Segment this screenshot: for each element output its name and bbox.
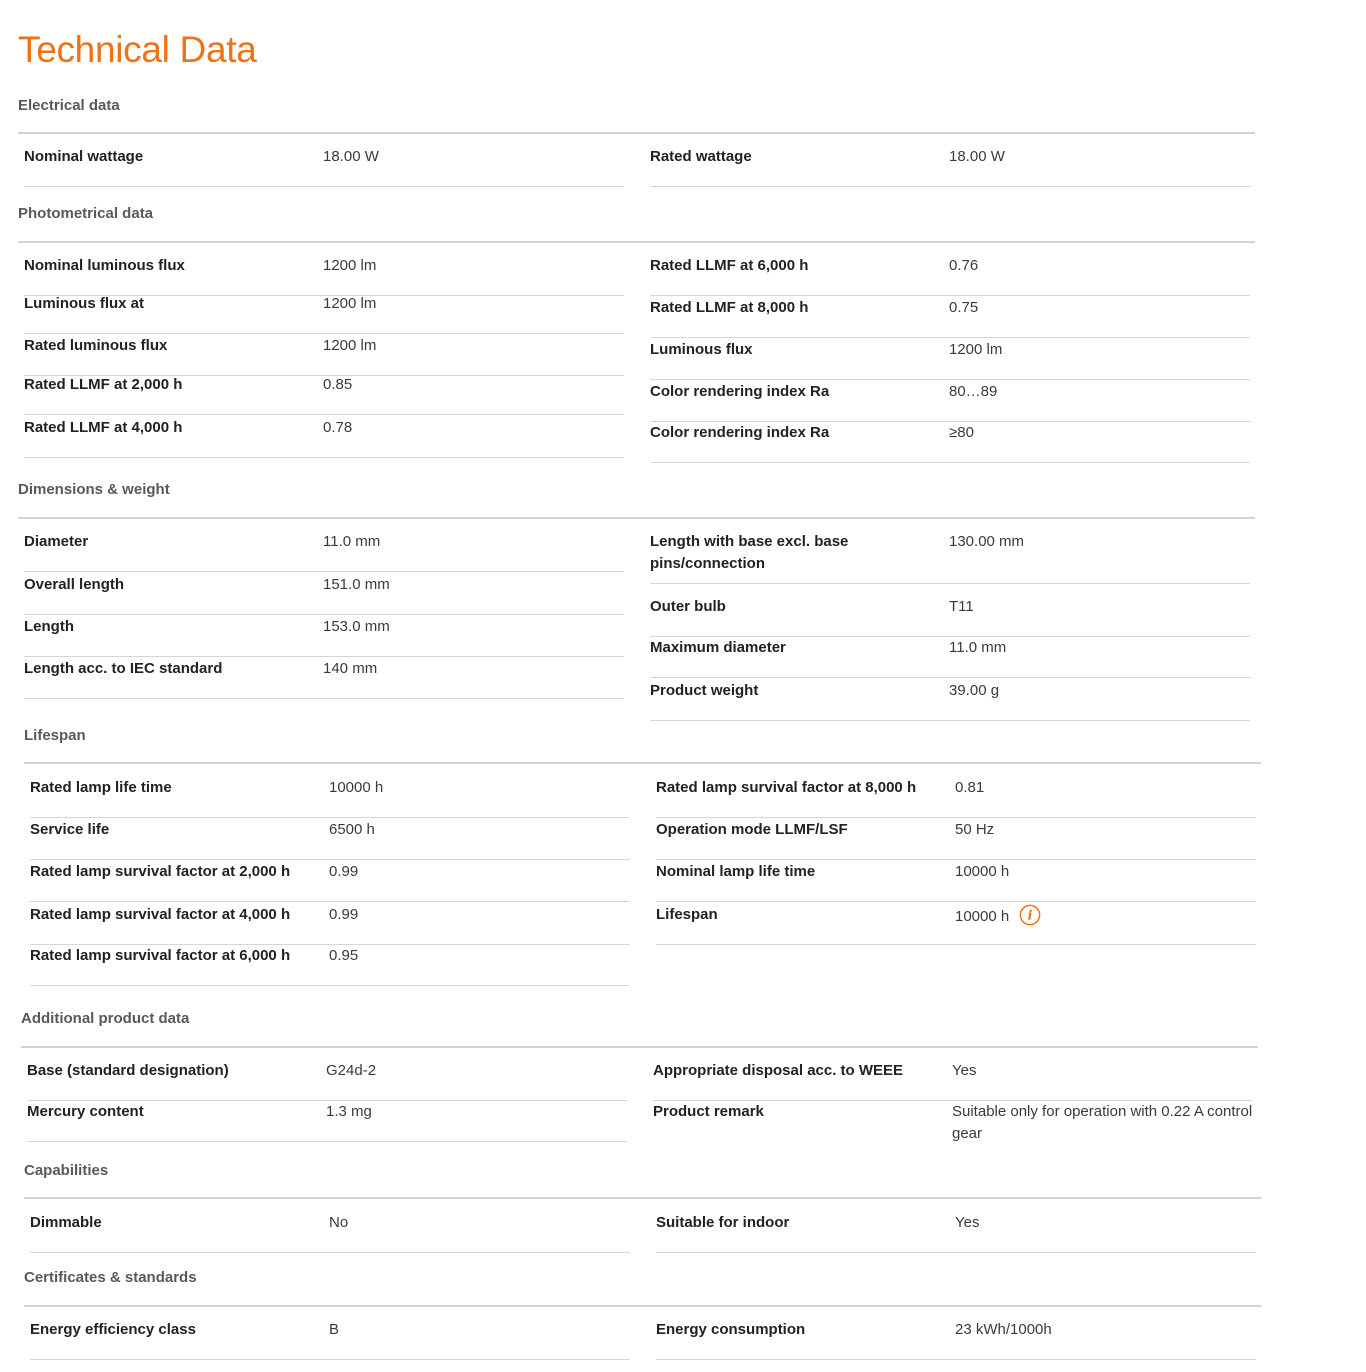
spec-label: Maximum diameter: [650, 639, 786, 656]
spec-value: [955, 819, 1256, 841]
spec-value-text: 39.00 g: [949, 682, 1000, 699]
spec-row: [24, 374, 624, 415]
spec-row: [653, 1060, 1253, 1101]
spec-value: [323, 255, 624, 277]
spec-row: [650, 255, 1250, 296]
spec-value: [952, 1060, 1253, 1082]
spec-label: Energy efficiency class: [30, 1321, 196, 1338]
spec-value-text: 0.95: [329, 947, 359, 964]
spec-label: Rated lamp survival factor at 6,000 h: [30, 947, 291, 964]
spec-value-text: B: [329, 1321, 340, 1338]
spec-label: Outer bulb: [650, 598, 726, 615]
spec-value-text: 23 kWh/1000h: [955, 1321, 1052, 1338]
svg-text:i: i: [1027, 908, 1033, 924]
spec-row: [24, 335, 624, 376]
spec-row: [27, 1101, 627, 1142]
spec-row: [24, 574, 624, 615]
spec-row: [24, 616, 624, 657]
spec-label: Rated LLMF at 8,000 h: [650, 299, 809, 316]
spec-label: Color rendering index Ra: [650, 383, 830, 400]
spec-label: Rated lamp life time: [30, 779, 172, 796]
spec-label: Rated wattage: [650, 148, 752, 165]
spec-row: [650, 422, 1250, 463]
spec-row: [30, 904, 630, 945]
spec-value: [329, 777, 630, 799]
spec-value-text: Yes: [952, 1062, 977, 1079]
spec-value-text: 151.0 mm: [323, 576, 390, 593]
spec-value-text: No: [329, 1214, 349, 1231]
spec-value-text: 0.99: [329, 906, 359, 923]
spec-value: [329, 1319, 630, 1341]
section-title: Dimensions & weight: [18, 481, 170, 498]
spec-value: [955, 1319, 1256, 1341]
section-title: Lifespan: [24, 727, 86, 744]
spec-value: [949, 297, 1250, 319]
spec-row: [656, 904, 1256, 945]
spec-value: [323, 374, 624, 396]
spec-value: [323, 574, 624, 596]
spec-label: Luminous flux at: [24, 295, 144, 312]
spec-row: [656, 819, 1256, 860]
section-title: Electrical data: [18, 97, 120, 114]
spec-row: [656, 861, 1256, 902]
spec-label: Operation mode LLMF/LSF: [656, 821, 848, 838]
spec-row: [650, 531, 1250, 584]
section-divider: [24, 762, 1261, 764]
spec-value: [952, 1101, 1253, 1145]
spec-row: [24, 293, 624, 334]
spec-value-text: 50 Hz: [955, 821, 995, 838]
spec-label: Energy consumption: [656, 1321, 806, 1338]
spec-row: [24, 146, 624, 187]
spec-value: [949, 339, 1250, 361]
spec-value: [955, 861, 1256, 883]
spec-value-text: 11.0 mm: [949, 639, 1007, 656]
spec-value: [329, 1212, 630, 1234]
page-title: Technical Data: [18, 29, 257, 70]
spec-value-text: Yes: [955, 1214, 980, 1231]
section-divider: [24, 1197, 1261, 1199]
spec-value-text: 0.81: [955, 779, 985, 796]
section-divider: [18, 517, 1255, 519]
section-title: Photometrical data: [18, 205, 154, 222]
spec-value-text: 10000 h: [329, 779, 384, 796]
spec-row: [30, 819, 630, 860]
spec-value: [323, 146, 624, 168]
spec-value-text: 1.3 mg: [326, 1103, 372, 1120]
spec-value-text: 130.00 mm: [949, 533, 1025, 550]
spec-value: [323, 616, 624, 638]
spec-value-text: 10000 h: [955, 863, 1010, 880]
spec-row: [27, 1060, 627, 1101]
spec-label: Diameter: [24, 533, 89, 550]
spec-label: Rated LLMF at 2,000 h: [24, 376, 183, 393]
info-icon[interactable]: [1019, 904, 1039, 924]
spec-value-text: 80…89: [949, 383, 998, 400]
spec-value: [329, 904, 630, 926]
spec-value: [326, 1101, 627, 1123]
section-divider: [18, 241, 1255, 243]
spec-label: Suitable for indoor: [656, 1214, 790, 1231]
spec-row: [656, 1212, 1256, 1253]
spec-label: Product remark: [653, 1103, 764, 1120]
spec-value-text: T11: [949, 598, 974, 615]
spec-label: Overall length: [24, 576, 125, 593]
spec-label: Rated LLMF at 6,000 h: [650, 257, 809, 274]
spec-value: [949, 637, 1250, 659]
spec-label: Product weight: [650, 682, 759, 699]
spec-label: Luminous flux: [650, 341, 753, 358]
spec-value-text: 1200 lm: [323, 295, 377, 312]
spec-value: [329, 945, 630, 967]
spec-value-text: ≥80: [949, 424, 974, 441]
spec-label: Service life: [30, 821, 110, 838]
spec-row: [650, 637, 1250, 678]
spec-value: [323, 658, 624, 680]
spec-label: Lifespan: [656, 906, 718, 923]
spec-value-text: 18.00 W: [323, 148, 379, 165]
spec-value: [949, 381, 1250, 403]
spec-value-text: 1200 lm: [323, 257, 377, 274]
spec-row: [24, 255, 624, 296]
spec-row: [656, 777, 1256, 818]
section-divider: [18, 132, 1255, 134]
spec-label: Color rendering index Ra: [650, 424, 830, 441]
spec-value: [955, 1212, 1256, 1234]
spec-row: [656, 1319, 1256, 1360]
spec-value-text: 10000 h: [955, 908, 1010, 925]
section-divider: [24, 1305, 1261, 1307]
spec-value-text: 1200 lm: [323, 337, 377, 354]
spec-value: [949, 596, 1250, 618]
spec-row: [30, 945, 630, 986]
spec-value-text: 0.75: [949, 299, 979, 316]
section-title: Capabilities: [24, 1162, 109, 1179]
spec-label: Base (standard designation): [27, 1062, 229, 1079]
spec-row: [650, 339, 1250, 380]
spec-value-text: Suitable only for operation with 0.22 A control gear: [952, 1103, 1253, 1142]
spec-label: Rated lamp survival factor at 2,000 h: [30, 863, 291, 880]
spec-row: [653, 1101, 1253, 1142]
spec-value-text: G24d-2: [326, 1062, 377, 1079]
spec-value: [323, 293, 624, 315]
spec-value: [329, 861, 630, 883]
spec-label: Rated lamp survival factor at 4,000 h: [30, 906, 291, 923]
spec-value-text: 0.76: [949, 257, 979, 274]
section-title: Certificates & standards: [24, 1269, 197, 1286]
spec-row: [650, 680, 1250, 721]
spec-label: Appropriate disposal acc. to WEEE: [653, 1062, 904, 1079]
spec-value-text: 18.00 W: [949, 148, 1005, 165]
section-divider: [21, 1046, 1258, 1048]
spec-row: [650, 596, 1250, 637]
spec-value-text: 0.78: [323, 419, 353, 436]
spec-row: [24, 531, 624, 572]
spec-value: [323, 417, 624, 439]
section-title: Additional product data: [21, 1010, 190, 1027]
spec-value-text: 153.0 mm: [323, 618, 390, 635]
spec-value-text: 6500 h: [329, 821, 375, 838]
spec-label: Length with base excl. base pins/connection: [650, 533, 849, 572]
spec-row: [24, 658, 624, 699]
spec-value: [949, 255, 1250, 277]
spec-value: [949, 146, 1250, 168]
spec-label: Rated lamp survival factor at 8,000 h: [656, 779, 917, 796]
spec-label: Mercury content: [27, 1103, 144, 1120]
spec-value: [323, 335, 624, 357]
spec-row: [650, 297, 1250, 338]
spec-value: [949, 422, 1250, 444]
spec-value-text: 11.0 mm: [323, 533, 381, 550]
spec-row: [30, 861, 630, 902]
spec-label: Dimmable: [30, 1214, 102, 1231]
spec-label: Rated luminous flux: [24, 337, 168, 354]
spec-row: [30, 1212, 630, 1253]
spec-row: [30, 1319, 630, 1360]
spec-row: [650, 381, 1250, 422]
spec-value-text: 0.85: [323, 376, 353, 393]
spec-value-text: 0.99: [329, 863, 359, 880]
spec-label: Length acc. to IEC standard: [24, 660, 223, 677]
spec-label: Rated LLMF at 4,000 h: [24, 419, 183, 436]
spec-label: Nominal wattage: [24, 148, 144, 165]
spec-value: [323, 531, 624, 553]
spec-row: [650, 146, 1250, 187]
spec-row: [30, 777, 630, 818]
spec-row: [24, 417, 624, 458]
spec-value-text: 140 mm: [323, 660, 378, 677]
spec-value: [955, 777, 1256, 799]
spec-value: [329, 819, 630, 841]
spec-value: [955, 904, 1256, 928]
spec-label: Nominal luminous flux: [24, 257, 185, 274]
spec-label: Length: [24, 618, 74, 635]
spec-value-text: 1200 lm: [949, 341, 1003, 358]
spec-value: [326, 1060, 627, 1082]
spec-label: Nominal lamp life time: [656, 863, 816, 880]
spec-value: [949, 680, 1250, 702]
spec-value: [949, 531, 1250, 553]
